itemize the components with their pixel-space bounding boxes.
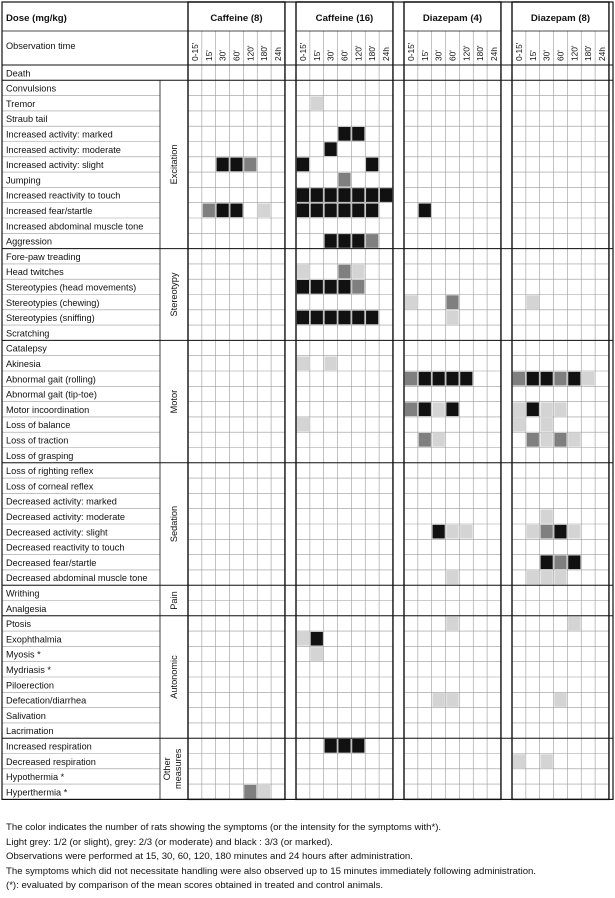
cell-caffeine-16-increased-activity-slight-5 [366,158,378,172]
cell-caffeine-16-stereotypies-sniffing-4 [352,311,364,325]
cell-diazepam-4-decreased-activity-slight-4 [460,525,472,539]
time-tick: 180' [583,45,594,61]
cell-caffeine-16-increased-respiration-2 [325,739,337,753]
cell-diazepam-8-decreased-fear-startle-4 [568,555,580,569]
group-frame [512,2,609,799]
row-label: Ptosis [6,619,32,630]
cell-diazepam-8-decreased-activity-slight-4 [568,525,580,539]
cell-diazepam-8-motor-incoordination-1 [527,402,539,416]
cell-caffeine-16-stereotypies-sniffing-0 [297,311,309,325]
row-label: Fore-paw treading [6,251,81,262]
cell-diazepam-8-motor-incoordination-2 [541,402,553,416]
cell-diazepam-4-abnormal-gait-rolling-2 [433,372,445,386]
row-label: Loss of balance [6,420,71,431]
row-label: Decreased abdominal muscle tone [6,573,148,584]
cell-diazepam-8-decreased-respiration-0 [513,754,525,768]
time-tick: 15' [203,50,214,61]
row-label: Stereotypies (head movements) [6,282,137,293]
cell-diazepam-8-motor-incoordination-3 [554,402,566,416]
row-label: Loss of traction [6,435,69,446]
cell-diazepam-8-decreased-abdominal-muscle-tone-1 [527,571,539,585]
cell-diazepam-8-decreased-activity-slight-1 [527,525,539,539]
cell-diazepam-4-motor-incoordination-0 [405,402,417,416]
cell-diazepam-4-loss-of-traction-1 [419,433,431,447]
footnote-asterisk: (*): evaluated by comparison of the mean scores obtained in treated and control animals. [6,880,384,892]
time-tick: 0-15' [297,42,308,61]
cell-diazepam-4-motor-incoordination-1 [419,402,431,416]
row-label: Jumping [6,175,41,186]
cell-caffeine-8-increased-fear-startle-5 [258,204,270,218]
row-label: Increased abdominal muscle tone [6,221,144,232]
cell-caffeine-8-hyperthermia-4 [244,785,256,799]
row-label: Increased fear/startle [6,206,93,216]
row-label: Analgesia [6,603,47,614]
row-label: Decreased activity: moderate [6,512,125,522]
row-label: Loss of grasping [6,450,74,461]
cell-caffeine-16-increased-reactivity-to-touch-3 [338,188,350,202]
cell-caffeine-16-increased-reactivity-to-touch-0 [297,188,309,202]
cell-caffeine-16-increased-fear-startle-1 [311,204,323,218]
cell-caffeine-16-jumping-3 [338,173,350,187]
row-label: Decreased reactivity to touch [6,542,125,553]
category-label-line: measures [173,748,183,789]
cell-caffeine-16-increased-respiration-4 [352,739,364,753]
cell-diazepam-4-decreased-abdominal-muscle-tone-3 [446,571,458,585]
time-tick: 0-15' [405,42,416,61]
cell-caffeine-16-increased-fear-startle-5 [366,204,378,218]
cell-diazepam-8-abnormal-gait-rolling-1 [527,372,539,386]
row-label: Motor incoordination [6,404,90,415]
cell-diazepam-8-abnormal-gait-rolling-5 [582,372,594,386]
cell-caffeine-16-increased-reactivity-to-touch-2 [325,188,337,202]
cell-diazepam-8-abnormal-gait-rolling-0 [513,372,525,386]
cell-diazepam-4-motor-incoordination-2 [433,402,445,416]
row-label: Lacrimation [6,726,54,737]
cell-caffeine-16-head-twitches-4 [352,265,364,279]
cell-diazepam-8-loss-of-traction-2 [541,433,553,447]
cell-diazepam-8-defecation-diarrhea-3 [554,693,566,707]
category-label: Stereotypy [169,272,179,317]
row-label: Decreased activity: slight [6,527,108,538]
time-tick: 60' [339,50,350,61]
cell-caffeine-16-stereotypies-sniffing-3 [338,311,350,325]
row-label: Increased reactivity to touch [6,190,121,201]
time-tick: 30' [541,50,552,61]
group-frame [296,2,393,799]
row-label: Tremor [6,98,36,109]
cell-caffeine-16-stereotypies-sniffing-1 [311,311,323,325]
time-tick: 15' [311,50,322,61]
row-label: Decreased respiration [6,756,96,767]
cell-diazepam-8-decreased-fear-startle-3 [554,555,566,569]
time-tick: 60' [447,50,458,61]
cell-caffeine-16-increased-reactivity-to-touch-1 [311,188,323,202]
cell-diazepam-4-stereotypies-chewing-3 [446,295,458,309]
row-label: Increased activity: marked [6,129,113,140]
row-label: Exophthalmia [6,634,62,645]
time-tick: 60' [231,50,242,61]
cell-diazepam-4-decreased-activity-slight-3 [446,525,458,539]
footnote-color-meaning: The color indicates the number of rats showing the symptoms (or the intensity for the symptoms with*). [6,822,442,833]
category-label: Autonomic [169,655,179,699]
row-label: Piloerection [6,680,55,691]
time-tick: 120' [353,45,364,61]
row-label: Stereotypies (sniffing) [6,313,95,324]
time-tick: 120' [245,45,256,61]
row-label: Decreased activity: marked [6,496,117,507]
cell-diazepam-4-stereotypies-chewing-0 [405,295,417,309]
cell-caffeine-16-increased-fear-startle-0 [297,204,309,218]
time-tick: 24h [597,47,608,61]
row-label: Mydriasis * [6,665,51,675]
time-tick: 180' [259,45,270,61]
cell-diazepam-8-ptosis-4 [568,617,580,631]
cell-caffeine-16-akinesia-2 [325,357,337,371]
row-label: Hypothermia * [6,772,65,783]
row-label: Akinesia [6,359,41,369]
cell-caffeine-16-stereotypies-head-movements-2 [325,280,337,294]
cell-caffeine-16-stereotypies-head-movements-0 [297,280,309,294]
row-label: Scratching [6,328,50,339]
time-tick: 24h [273,47,284,61]
cell-caffeine-8-increased-activity-slight-3 [230,158,242,172]
row-label: Abnormal gait (rolling) [6,374,96,385]
cell-diazepam-4-decreased-activity-slight-2 [433,525,445,539]
row-label: Stereotypies (chewing) [6,297,100,308]
cell-caffeine-8-hyperthermia-5 [258,785,270,799]
category-label-line: Other [162,757,172,781]
footnote-color-scale: Light grey: 1/2 (or slight), grey: 2/3 (or moderate) and black : 3/3 (or marked). [6,836,333,848]
cell-diazepam-8-decreased-activity-slight-2 [541,525,553,539]
cell-diazepam-4-abnormal-gait-rolling-0 [405,372,417,386]
time-tick: 24h [489,47,500,61]
category-label: Pain [169,591,179,610]
time-tick: 60' [555,50,566,61]
cell-caffeine-16-increased-activity-moderate-2 [325,142,337,156]
cell-diazepam-4-abnormal-gait-rolling-1 [419,372,431,386]
group-frame [404,2,501,799]
row-label: Convulsions [6,83,57,94]
row-label: Decreased fear/startle [6,557,97,568]
row-label: Head twitches [6,267,64,278]
row-label: Straub tail [6,114,48,125]
group-frame [188,2,285,799]
cell-caffeine-16-stereotypies-head-movements-4 [352,280,364,294]
cell-diazepam-4-defecation-diarrhea-3 [446,693,458,707]
cell-caffeine-16-stereotypies-head-movements-3 [338,280,350,294]
group-title: Caffeine (8) [210,13,263,24]
dose-label: Dose (mg/kg) [6,13,67,24]
time-tick: 15' [527,50,538,61]
category-label: Excitation [169,144,179,185]
row-label: Aggression [6,236,52,247]
outer-frame [2,2,613,799]
time-tick: 30' [325,50,336,61]
cell-caffeine-16-increased-respiration-3 [338,739,350,753]
cell-diazepam-4-defecation-diarrhea-2 [433,693,445,707]
cell-caffeine-16-aggression-5 [366,234,378,248]
cell-diazepam-8-decreased-activity-slight-3 [554,525,566,539]
row-label: Death [6,68,31,79]
cell-caffeine-16-tremor-1 [311,96,323,110]
row-label: Hyperthermia * [6,787,68,798]
cell-diazepam-8-decreased-abdominal-muscle-tone-2 [541,571,553,585]
category-label: Motor [169,389,179,414]
cell-caffeine-16-aggression-3 [338,234,350,248]
cell-diazepam-8-loss-of-balance-0 [513,418,525,432]
cell-caffeine-16-exophthalmia-1 [311,632,323,646]
row-label: Increased respiration [6,741,92,752]
time-tick: 120' [461,45,472,61]
footnote-observation-times: Observations were performed at 15, 30, 60, 120, 180 minutes and 24 hours after administration. [6,851,413,863]
group-title: Diazepam (8) [530,13,591,24]
row-label: Myosis * [6,649,41,660]
cell-diazepam-8-abnormal-gait-rolling-3 [554,372,566,386]
cell-diazepam-8-abnormal-gait-rolling-2 [541,372,553,386]
cell-diazepam-4-increased-fear-startle-1 [419,204,431,218]
cell-caffeine-16-stereotypies-sniffing-2 [325,311,337,325]
cell-caffeine-16-akinesia-0 [297,357,309,371]
row-label: Salivation [6,710,46,721]
time-tick: 30' [433,50,444,61]
cell-caffeine-16-head-twitches-3 [338,265,350,279]
cell-diazepam-4-abnormal-gait-rolling-4 [460,372,472,386]
cell-caffeine-16-aggression-2 [325,234,337,248]
row-label: Catalepsy [6,343,47,354]
cell-caffeine-16-increased-fear-startle-2 [325,204,337,218]
cell-diazepam-8-decreased-respiration-2 [541,754,553,768]
cell-caffeine-8-increased-activity-slight-2 [217,158,229,172]
row-label: Increased activity: moderate [6,144,121,155]
row-label: Increased activity: slight [6,160,104,171]
group-title: Caffeine (16) [315,13,374,24]
row-label: Loss of corneal reflex [6,481,94,492]
cell-caffeine-16-exophthalmia-0 [297,632,309,646]
row-label: Loss of righting reflex [6,466,94,477]
cell-diazepam-4-stereotypies-sniffing-3 [446,311,458,325]
cell-diazepam-8-abnormal-gait-rolling-4 [568,372,580,386]
cell-caffeine-16-increased-activity-marked-3 [338,127,350,141]
footnote-unhandled-observation: The symptoms which did not necessitate handling were also observed up to 15 minutes immediately following administration. [6,865,537,877]
cell-caffeine-16-increased-reactivity-to-touch-5 [366,188,378,202]
cell-diazepam-8-decreased-abdominal-muscle-tone-3 [554,571,566,585]
cell-caffeine-16-increased-activity-slight-0 [297,158,309,172]
cell-diazepam-8-motor-incoordination-0 [513,402,525,416]
time-tick: 0-15' [513,42,524,61]
cell-diazepam-8-loss-of-traction-3 [554,433,566,447]
cell-caffeine-16-increased-reactivity-to-touch-4 [352,188,364,202]
cell-diazepam-4-abnormal-gait-rolling-3 [446,372,458,386]
time-tick: 120' [569,45,580,61]
cell-diazepam-4-ptosis-3 [446,617,458,631]
observation-time-label: Observation time [6,41,76,51]
row-label: Defecation/diarrhea [6,695,87,706]
cell-caffeine-16-increased-activity-marked-4 [352,127,364,141]
cell-caffeine-8-increased-fear-startle-3 [230,204,242,218]
cell-caffeine-16-increased-fear-startle-3 [338,204,350,218]
footnotes [6,821,611,894]
cell-diazepam-8-decreased-fear-startle-2 [541,555,553,569]
cell-caffeine-16-loss-of-balance-0 [297,418,309,432]
cell-caffeine-16-myosis-1 [311,647,323,661]
cell-diazepam-8-loss-of-traction-1 [527,433,539,447]
cell-diazepam-8-loss-of-traction-4 [568,433,580,447]
cell-diazepam-8-decreased-activity-moderate-2 [541,510,553,524]
time-tick: 180' [475,45,486,61]
cell-caffeine-16-increased-reactivity-to-touch-6 [380,188,392,202]
cell-caffeine-8-increased-fear-startle-2 [217,204,229,218]
cell-diazepam-4-loss-of-traction-2 [433,433,445,447]
cell-caffeine-16-stereotypies-head-movements-1 [311,280,323,294]
group-title: Diazepam (4) [422,13,483,24]
time-tick: 15' [419,50,430,61]
cell-diazepam-8-stereotypies-chewing-1 [527,295,539,309]
time-tick: 180' [367,45,378,61]
row-label: Abnormal gait (tip-toe) [6,389,97,400]
cell-diazepam-8-loss-of-balance-2 [541,418,553,432]
cell-caffeine-8-increased-activity-slight-4 [244,158,256,172]
cell-caffeine-16-aggression-4 [352,234,364,248]
row-label: Writhing [6,588,40,599]
cell-diazepam-4-motor-incoordination-3 [446,402,458,416]
time-tick: 0-15' [189,42,200,61]
time-tick: 24h [381,47,392,61]
cell-caffeine-16-increased-fear-startle-4 [352,204,364,218]
cell-caffeine-16-stereotypies-sniffing-5 [366,311,378,325]
category-label: Sedation [169,505,179,543]
time-tick: 30' [217,50,228,61]
cell-caffeine-16-head-twitches-0 [297,265,309,279]
cell-caffeine-8-increased-fear-startle-1 [203,204,215,218]
